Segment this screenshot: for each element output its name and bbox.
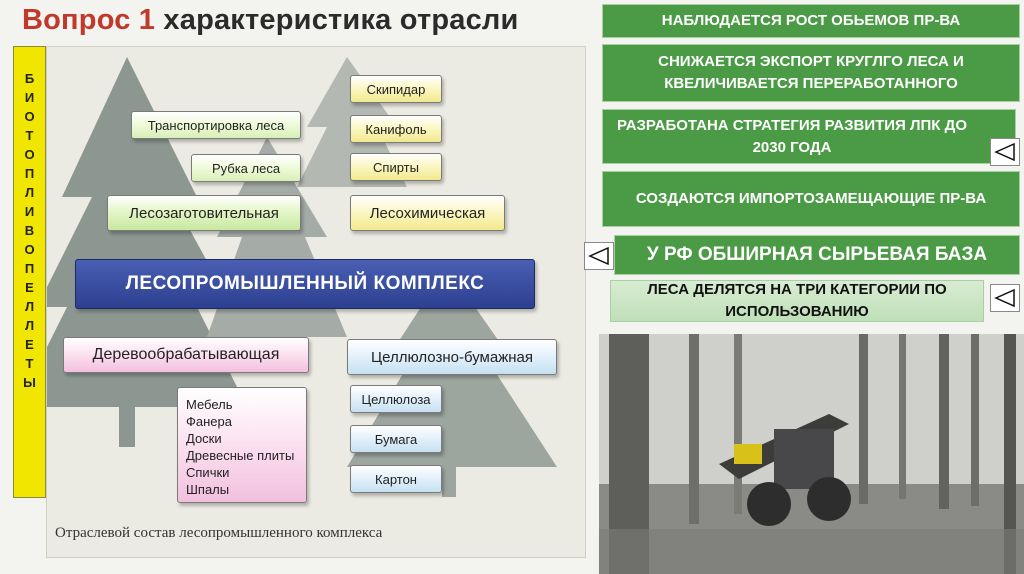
group-wood-chemical: Лесохимическая bbox=[350, 195, 505, 231]
item-rosin: Канифоль bbox=[350, 115, 442, 143]
vbar-letter: Е bbox=[25, 280, 34, 295]
group-woodworking: Деревообрабатывающая bbox=[63, 337, 309, 373]
title-prefix: Вопрос 1 bbox=[22, 4, 156, 36]
main-complex-box: ЛЕСОПРОМЫШЛЕННЫЙ КОМПЛЕКС bbox=[75, 259, 535, 309]
vbar-letter: И bbox=[24, 90, 35, 105]
vbar-letter: О bbox=[24, 147, 35, 162]
item-turpentine: Скипидар bbox=[350, 75, 442, 103]
item-felling: Рубка леса bbox=[191, 154, 301, 182]
vbar-letter: В bbox=[24, 223, 35, 238]
fact-box-2: СНИЖАЕТСЯ ЭКСПОРТ КРУГЛГО ЛЕСА И КВЕЛИЧИВАЕТСЯ ПЕРЕРАБОТАННОГО bbox=[602, 44, 1020, 102]
vbar-letter: Т bbox=[25, 128, 34, 143]
diagram-caption: Отраслевой состав лесопромышленного комплекса bbox=[55, 525, 383, 541]
vbar-letter: Л bbox=[24, 185, 35, 200]
vertical-word-bar bbox=[13, 46, 46, 498]
vbar-letter: Л bbox=[24, 299, 35, 314]
fact-box-3: РАЗРАБОТАНА СТРАТЕГИЯ РАЗВИТИЯ ЛПК ДО 2030 ГОДА bbox=[602, 109, 1016, 164]
vbar-letter: П bbox=[24, 166, 35, 181]
vbar-letter: Б bbox=[24, 71, 35, 86]
item-wood-panels: Древесные плиты bbox=[186, 448, 295, 463]
triangle-left-icon[interactable] bbox=[584, 242, 614, 270]
item-matches: Спички bbox=[186, 465, 230, 480]
fact-box-1: НАБЛЮДАЕТСЯ РОСТ ОБЬЕМОВ ПР-ВА bbox=[602, 4, 1020, 38]
group-logging: Лесозаготовительная bbox=[107, 195, 301, 231]
triangle-left-icon[interactable] bbox=[990, 138, 1020, 166]
item-boards: Доски bbox=[186, 431, 222, 446]
item-transport: Транспортировка леса bbox=[131, 111, 301, 139]
vbar-letter: Ы bbox=[23, 375, 36, 390]
vbar-letter: Е bbox=[25, 337, 34, 352]
fact-box-4: СОЗДАЮТСЯ ИМПОРТОЗАМЕЩАЮЩИЕ ПР-ВА bbox=[602, 171, 1020, 227]
item-furniture: Мебель bbox=[186, 397, 233, 412]
fact-box-6: ЛЕСА ДЕЛЯТСЯ НА ТРИ КАТЕГОРИИ ПО ИСПОЛЬЗОВАНИЮ bbox=[610, 280, 984, 322]
item-spirits: Спирты bbox=[350, 153, 442, 181]
item-sleepers: Шпалы bbox=[186, 482, 230, 497]
item-cellulose: Целлюлоза bbox=[350, 385, 442, 413]
title-text: характеристика отрасли bbox=[163, 4, 519, 36]
industry-diagram bbox=[46, 46, 586, 558]
item-paper: Бумага bbox=[350, 425, 442, 453]
vbar-letter: О bbox=[24, 109, 35, 124]
triangle-left-icon[interactable] bbox=[990, 284, 1020, 312]
fact-box-5: У РФ ОБШИРНАЯ СЫРЬЕВАЯ БАЗА bbox=[614, 235, 1020, 275]
vbar-letter: П bbox=[24, 261, 35, 276]
slide-title bbox=[22, 4, 519, 37]
forest-harvester-photo bbox=[599, 334, 1024, 574]
group-pulp-paper: Целлюлозно-бумажная bbox=[347, 339, 557, 375]
woodworking-items bbox=[177, 387, 307, 503]
vbar-letter: Л bbox=[24, 318, 35, 333]
vbar-letter: Т bbox=[25, 356, 34, 371]
vbar-letter: О bbox=[24, 242, 35, 257]
vbar-letter: И bbox=[24, 204, 35, 219]
item-cardboard: Картон bbox=[350, 465, 442, 493]
item-plywood: Фанера bbox=[186, 414, 232, 429]
